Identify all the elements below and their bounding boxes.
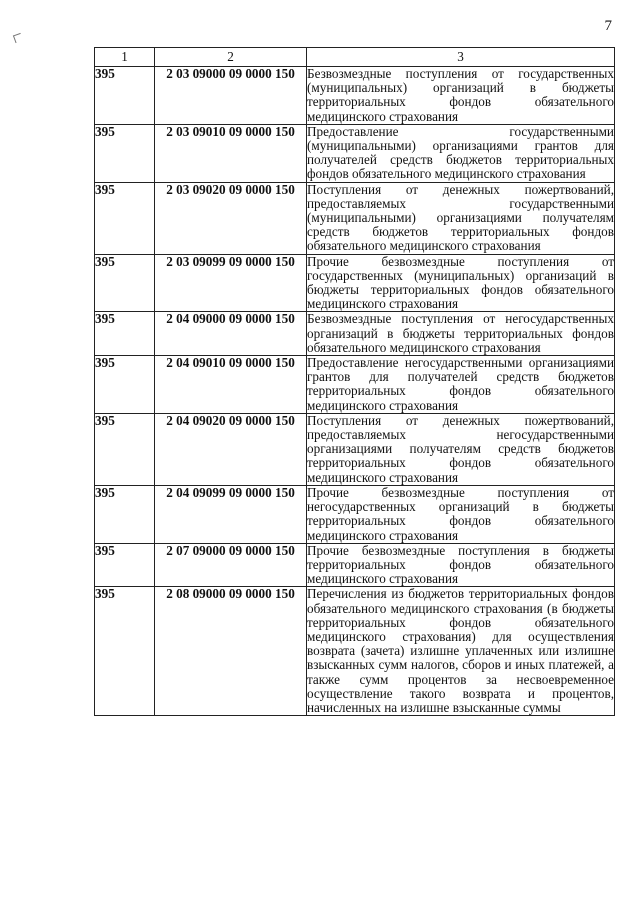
budget-code-cell: 2 04 09099 09 0000 150 [155,485,307,543]
budget-code-cell: 2 03 09010 09 0000 150 [155,124,307,182]
table-header-row [95,48,615,67]
admin-code-cell: 395 [95,485,155,543]
description-cell: Прочие безвозмездные поступления от негосударственных организаций в бюджеты территориальных фондов обязательного медицинского страхования [307,484,614,543]
table-row [95,485,615,543]
budget-code-cell: 2 04 09010 09 0000 150 [155,356,307,414]
description-cell: Перечисления из бюджетов территориальных фондов обязательного медицинского страхования (в бюджеты территориальных фондов обязательного медицинского страхования) для осуществления возврата (зачета) излишне уплаченных или излишне взысканных сумм налогов, сборов и иных платежей, а также сумм процентов за несвоевременное осуществление такого возврата и процентов, начисленных на излишне взысканные суммы [307,586,614,715]
header-col-2: 2 [155,48,307,67]
table-row [95,254,615,312]
table-row [95,124,615,182]
admin-code-cell: 395 [95,124,155,182]
admin-code-cell: 395 [95,182,155,254]
admin-code-cell: 395 [95,413,155,485]
budget-code-cell: 2 03 09020 09 0000 150 [155,182,307,254]
table-row [95,587,615,716]
description-cell: Предоставление государственными (муниципальными) организациями грантов для получателей средств бюджетов территориальных фондов обязательного медицинского страхования [307,123,614,182]
scan-artifact [13,33,23,43]
header-col-1: 1 [95,48,155,67]
classification-table [94,47,615,716]
description-cell: Прочие безвозмездные поступления в бюджеты территориальных фондов обязательного медицинского страхования [307,542,614,587]
table-row [95,182,615,254]
page-number: 7 [604,18,612,34]
budget-code-cell: 2 03 09099 09 0000 150 [155,254,307,312]
admin-code-cell: 395 [95,312,155,356]
admin-code-cell: 395 [95,587,155,716]
description-cell: Безвозмездные поступления от негосударственных организаций в бюджеты территориальных фондов обязательного медицинского страхования [307,311,614,355]
budget-code-cell: 2 04 09020 09 0000 150 [155,413,307,485]
description-cell: Поступления от денежных пожертвований, предоставляемых государственными (муниципальными) организациями получателям средств бюджетов территориальных фондов обязательного медицинского страхования [307,181,614,254]
table-row [95,356,615,414]
description-cell: Безвозмездные поступления от государственных (муниципальных) организаций в бюджеты территориальных фондов обязательного медицинского страхования [307,66,614,124]
description-cell: Предоставление негосударственными организациями грантов для получателей средств бюджетов территориальных фондов обязательного медицинского страхования [307,355,614,413]
budget-code-cell: 2 03 09000 09 0000 150 [155,67,307,125]
table-row [95,543,615,587]
admin-code-cell: 395 [95,67,155,125]
table-row [95,413,615,485]
table-row [95,67,615,125]
budget-code-cell: 2 04 09000 09 0000 150 [155,312,307,356]
header-col-3: 3 [307,48,615,67]
table-row [95,312,615,356]
budget-code-cell: 2 07 09000 09 0000 150 [155,543,307,587]
admin-code-cell: 395 [95,356,155,414]
description-cell: Прочие безвозмездные поступления от государственных (муниципальных) организаций в бюджеты территориальных фондов обязательного медицинского страхования [307,253,614,312]
description-cell: Поступления от денежных пожертвований, предоставляемых негосударственными организациями получателям средств бюджетов территориальных фондов обязательного медицинского страхования [307,412,614,485]
admin-code-cell: 395 [95,254,155,312]
budget-code-cell: 2 08 09000 09 0000 150 [155,587,307,716]
admin-code-cell: 395 [95,543,155,587]
